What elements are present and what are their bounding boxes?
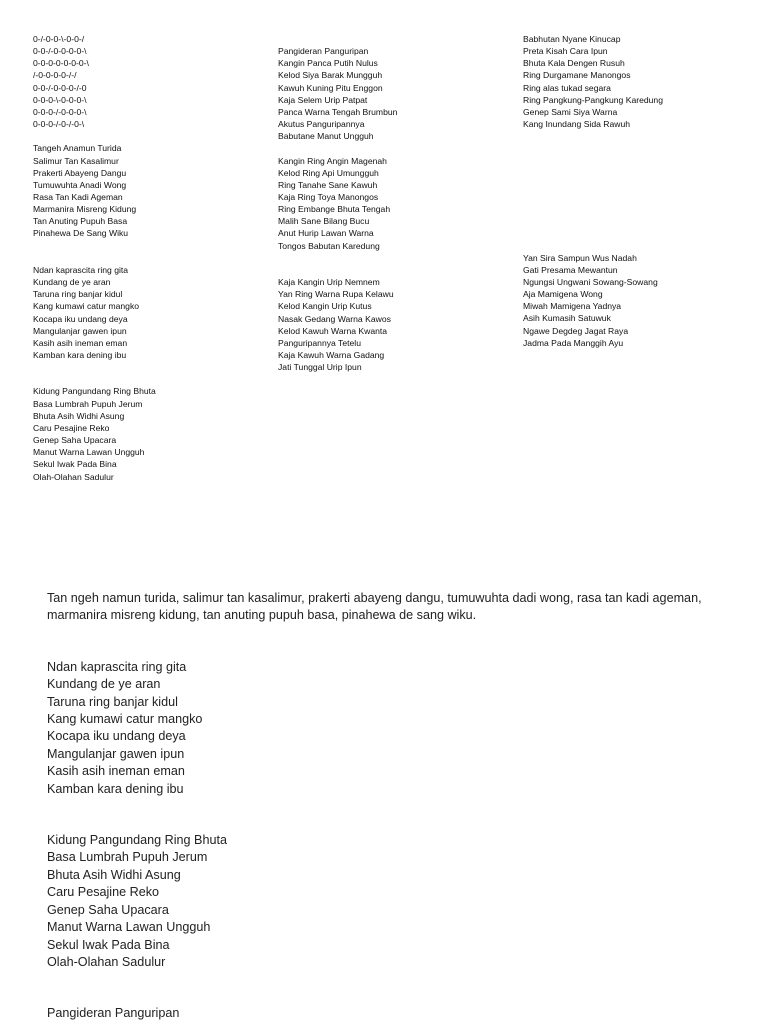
notation-line: 0-0-0-/-0-0-0-\ — [33, 106, 87, 117]
verse-line: Yan Sira Sampun Wus Nadah — [523, 252, 637, 263]
verse-line: Tangeh Anamun Turida — [33, 143, 122, 154]
verse-line: Marmanira Misreng Kidung — [33, 204, 137, 215]
verse-line: Tan Anuting Pupuh Basa — [33, 216, 128, 227]
verse-block — [278, 45, 498, 142]
verse-line: Preta Kisah Cara Ipun — [523, 46, 608, 57]
verse-line: Ring Durgamane Manongos — [523, 70, 631, 81]
stanza-line: Basa Lumbrah Pupuh Jerum — [47, 850, 208, 865]
stanza-line: Taruna ring banjar kidul — [47, 694, 178, 709]
verse-line: Babutane Manut Ungguh — [278, 131, 374, 142]
verse-block — [33, 385, 253, 482]
verse-line: Kelod Siya Barak Mungguh — [278, 70, 383, 81]
notation-block — [33, 33, 253, 130]
verse-line: Tongos Babutan Karedung — [278, 240, 380, 251]
notation-line: 0-0-0-0-0-0-0-\ — [33, 58, 89, 69]
verse-line: Malih Sane Bilang Bucu — [278, 216, 370, 227]
verse-line: Sekul Iwak Pada Bina — [33, 459, 117, 470]
notation-line: 0-0-/-0-0-0-/-0 — [33, 82, 87, 93]
verse-line: Kawuh Kuning Pitu Enggon — [278, 82, 383, 93]
verse-line: Genep Saha Upacara — [33, 435, 117, 446]
verse-line: Yan Ring Warna Rupa Kelawu — [278, 289, 394, 300]
verse-line: Ngungsi Ungwani Sowang-Sowang — [523, 276, 658, 287]
verse-line: Salimur Tan Kasalimur — [33, 155, 119, 166]
verse-line: Kamban kara dening ibu — [33, 350, 127, 361]
verse-line: Rasa Tan Kadi Ageman — [33, 192, 123, 203]
stanza-line: Kocapa iku undang deya — [47, 729, 186, 744]
stanza-line: Kasih asih ineman eman — [47, 764, 185, 779]
verse-line: Genep Sami Siya Warna — [523, 106, 618, 117]
verse-block — [33, 142, 253, 239]
notation-line: 0-0-0-/-0-/-0-\ — [33, 119, 85, 130]
stanza-2 — [47, 832, 747, 971]
stanza-line: Sekul Iwak Pada Bina — [47, 937, 170, 952]
notation-line: /-0-0-0-0-/-/ — [33, 70, 77, 81]
verse-block — [523, 33, 753, 130]
verse-line: Pangideran Panguripan — [278, 46, 369, 57]
verse-line: Ring Embange Bhuta Tengah — [278, 204, 391, 215]
verse-line: Ring Pangkung-Pangkung Karedung — [523, 94, 663, 105]
verse-line: Bhuta Kala Dengen Rusuh — [523, 58, 625, 69]
stanza-line: Kang kumawi catur mangko — [47, 712, 203, 727]
verse-line: Manut Warna Lawan Ungguh — [33, 447, 145, 458]
verse-line: Kaja Ring Toya Manongos — [278, 192, 379, 202]
verse-line: Bhuta Asih Widhi Asung — [33, 410, 125, 421]
stanza-line: Manut Warna Lawan Ungguh — [47, 920, 211, 935]
verse-line: Ngawe Degdeg Jagat Raya — [523, 325, 629, 336]
verse-line: Jati Tunggal Urip Ipun — [278, 362, 362, 373]
verse-line: Kangin Panca Putih Nulus — [278, 58, 378, 69]
verse-line: Kelod Kangin Urip Kutus — [278, 301, 372, 312]
lyrics-column-2 — [278, 33, 498, 373]
verse-line: Ring alas tukad segara — [523, 82, 611, 93]
verse-block — [523, 252, 753, 349]
verse-line: Ring Tanahe Sane Kawuh — [278, 179, 378, 190]
lyrics-column-3 — [523, 33, 753, 349]
verse-line: Kaja Selem Urip Patpat — [278, 94, 368, 105]
verse-line: Pinahewa De Sang Wiku — [33, 228, 129, 239]
verse-line: Kaja Kawuh Warna Gadang — [278, 350, 385, 360]
notation-line: 0-/-0-0-\-0-0-/ — [33, 34, 85, 44]
verse-line: Panguripannya Tetelu — [278, 337, 361, 348]
verse-block — [278, 155, 498, 252]
verse-line: Mangulanjar gawen ipun — [33, 325, 127, 336]
verse-line: Kelod Ring Api Umungguh — [278, 167, 379, 178]
verse-line: Olah-Olahan Sadulur — [33, 471, 114, 482]
verse-line: Asih Kumasih Satuwuk — [523, 313, 611, 324]
verse-line: Kaja Kangin Urip Nemnem — [278, 277, 380, 288]
verse-line: Basa Lumbrah Pupuh Jerum — [33, 398, 143, 409]
verse-line: Anut Hurip Lawan Warna — [278, 228, 374, 239]
stanza-line: Olah-Olahan Sadulur — [47, 954, 166, 969]
verse-line: Miwah Mamigena Yadnya — [523, 301, 622, 312]
stanza-line: Mangulanjar gawen ipun — [47, 746, 185, 761]
notation-line: 0-0-/-0-0-0-0-\ — [33, 46, 87, 57]
verse-block — [33, 264, 253, 361]
verse-line: Prakerti Abayeng Dangu — [33, 167, 127, 178]
stanza-line: Kamban kara dening ibu — [47, 781, 184, 796]
verse-line: Kocapa iku undang deya — [33, 313, 128, 324]
stanza-line: Kundang de ye aran — [47, 677, 161, 692]
verse-line: Panca Warna Tengah Brumbun — [278, 106, 398, 117]
verse-line: Kidung Pangundang Ring Bhuta — [33, 386, 156, 397]
verse-line: Taruna ring banjar kidul — [33, 289, 123, 300]
notation-line: 0-0-0-\-0-0-0-\ — [33, 94, 87, 105]
verse-line: Caru Pesajine Reko — [33, 422, 110, 433]
verse-line: Jadma Pada Manggih Ayu — [523, 337, 624, 348]
stanza-line: Ndan kaprascita ring gita — [47, 659, 187, 674]
verse-line: Kang kumawi catur mangko — [33, 301, 140, 312]
verse-line: Gati Presama Mewantun — [523, 264, 618, 275]
verse-line: Aja Mamigena Wong — [523, 289, 603, 300]
verse-line: Babhutan Nyane Kinucap — [523, 34, 621, 44]
prose-section — [47, 590, 747, 1023]
prose-paragraph: Tan ngeh namun turida, salimur tan kasalimur, prakerti abayeng dangu, tumuwuhta dadi wong, rasa tan kadi ageman, marmanira misreng kidung, tan anuting pupuh basa, pinahewa de sang wiku. — [47, 591, 702, 623]
verse-line: Kundang de ye aran — [33, 277, 111, 288]
stanza-line: Pangideran Panguripan — [47, 1006, 180, 1021]
verse-line: Kelod Kawuh Warna Kwanta — [278, 325, 388, 336]
stanza-line: Caru Pesajine Reko — [47, 885, 160, 900]
stanza-3-start — [47, 1005, 747, 1022]
verse-line: Kang Inundang Sida Rawuh — [523, 119, 631, 130]
stanza-line: Bhuta Asih Widhi Asung — [47, 867, 181, 882]
lyrics-column-1 — [33, 33, 253, 483]
stanza-line: Kidung Pangundang Ring Bhuta — [47, 833, 227, 848]
verse-block — [278, 276, 498, 373]
verse-line: Nasak Gedang Warna Kawos — [278, 313, 391, 324]
verse-line: Ndan kaprascita ring gita — [33, 264, 129, 275]
stanza-line: Genep Saha Upacara — [47, 902, 169, 917]
stanza-1 — [47, 659, 747, 798]
verse-line: Tumuwuhta Anadi Wong — [33, 179, 127, 190]
verse-line: Akutus Panguripannya — [278, 119, 365, 130]
verse-line: Kasih asih ineman eman — [33, 337, 128, 348]
verse-line: Kangin Ring Angin Magenah — [278, 155, 387, 166]
